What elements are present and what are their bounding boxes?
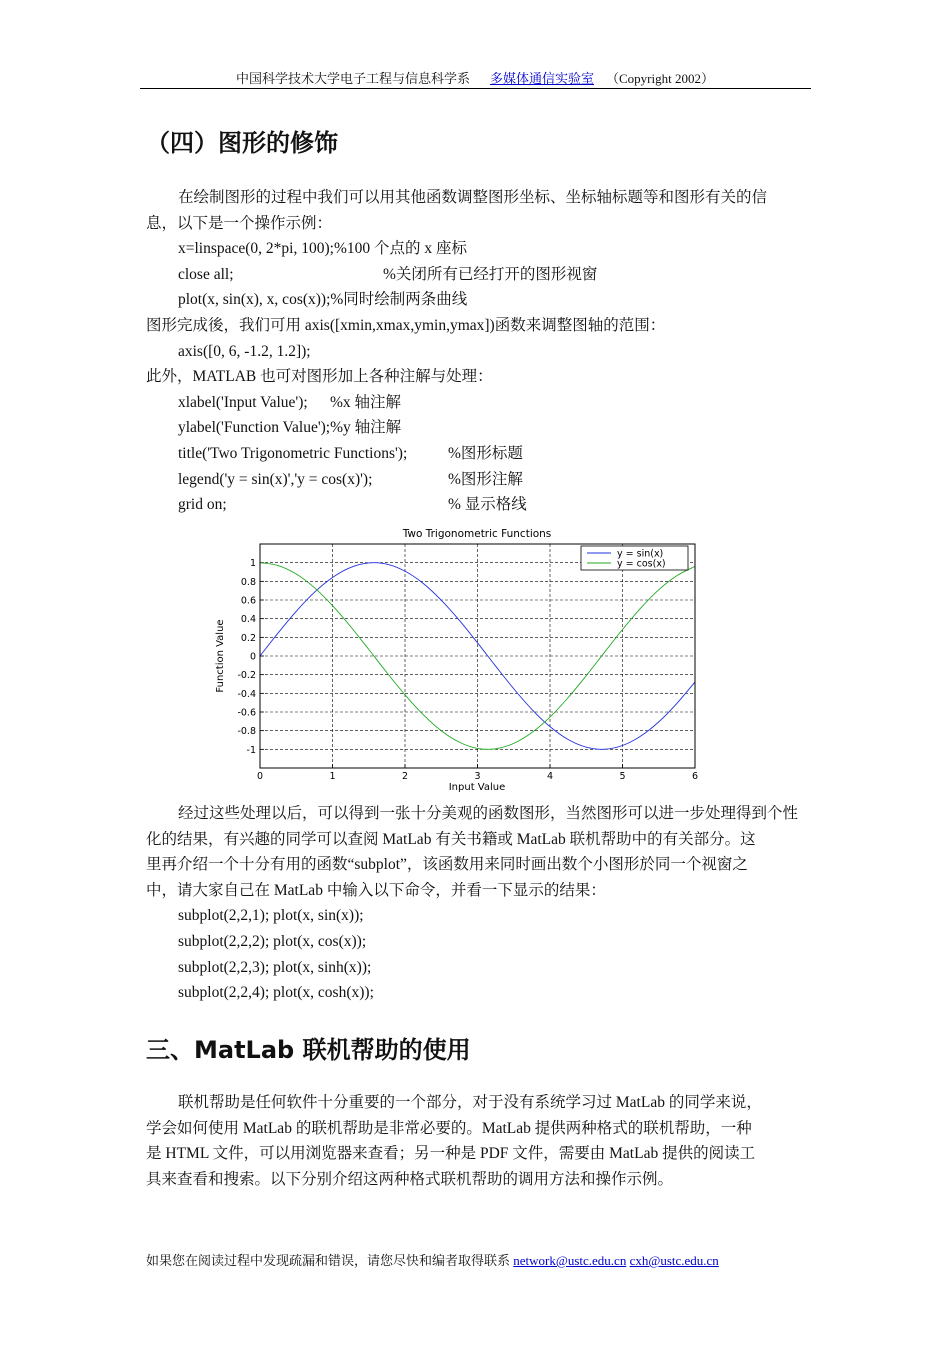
code-line: xlabel('Input Value'); %x 轴注解 [178,393,402,411]
code-line: legend('y = sin(x)','y = cos(x)'); %图形注解 [178,470,523,488]
body-line: 具来查看和搜索。以下分别介绍这两种格式联机帮助的调用方法和操作示例。 [146,1170,674,1188]
chart-y-tick-label: 0 [249,651,256,663]
code-line: axis([0, 6, -1.2, 1.2]); [178,342,311,360]
subplot-paragraph [146,801,810,1006]
code-line: subplot(2,2,2); plot(x, cos(x)); [178,932,367,950]
code-line: title('Two Trigonometric Functions'); %图形标题 [178,444,523,462]
chart-legend-label: y = sin(x) [617,548,664,560]
chart-x-tick-label: 0 [256,771,264,782]
chart-x-axis-label: Input Value [448,782,506,793]
code-line: ylabel('Function Value');%y 轴注解 [178,419,402,437]
footer-email-network[interactable]: network@ustc.edu.cn [513,1253,627,1268]
chart-y-tick-label: -0.8 [237,726,256,738]
chart-y-tick-label: -0.6 [237,707,256,719]
chart-y-tick-label: 0.6 [240,595,256,607]
section-title-decoration: （四）图形的修饰 [146,129,338,157]
code-line: grid on; % 显示格线 [178,496,527,514]
body-line: 中，请大家自己在 MatLab 中输入以下命令，并看一下显示的结果： [146,881,606,899]
intro-line: 在绘制图形的过程中我们可以用其他函数调整图形坐标、坐标轴标题等和图形有关的信 [178,189,768,206]
header-institution: 中国科学技术大学电子工程与信息科学系 [235,71,470,86]
chart-y-tick-label: 0.2 [240,632,256,644]
chart-x-tick-label: 5 [619,771,626,782]
chart-y-tick-label: 1 [249,558,256,570]
chart-title: Two Trigonometric Functions [402,528,552,540]
page-header [140,68,810,88]
code-line: subplot(2,2,3); plot(x, sinh(x)); [178,958,372,976]
header-lab-link[interactable]: 多媒体通信实验室 [490,71,595,86]
footer-email-cxh[interactable]: cxh@ustc.edu.cn [629,1253,719,1268]
chart-legend [581,546,688,570]
footer-text: 如果您在阅读过程中发现疏漏和错误，请您尽快和编者取得联系 [146,1253,511,1268]
trig-chart [180,522,710,796]
chart-x-tick-label: 6 [691,771,699,782]
chart-y-tick-label: -0.4 [237,688,256,700]
code-line: x=linspace(0, 2*pi, 100);%100 个点的 x 座标 [178,240,468,258]
code-line: close all; %关闭所有已经打开的图形视窗 [178,265,598,283]
chart-y-tick-label: 0.4 [240,614,256,626]
code-line: subplot(2,2,4); plot(x, cosh(x)); [178,984,374,1002]
trig-chart-svg [180,522,710,796]
chart-x-tick-label: 2 [401,771,409,782]
chart-y-tick-label: -1 [246,744,256,756]
body-line: 经过这些处理以后，可以得到一张十分美观的函数图形，当然图形可以进一步处理得到个性 [178,805,799,822]
chart-x-tick-label: 4 [546,771,554,782]
intro-paragraph [146,185,810,518]
chart-grid [260,544,695,768]
body-line: 化的结果，有兴趣的同学可以查阅 MatLab 有关书籍或 MatLab 联机帮助中的有关部分。这 [146,830,756,848]
header-copyright: （Copyright 2002） [606,71,714,86]
annotation-text: 此外，MATLAB 也可对图形加上各种注解与处理： [146,368,493,386]
axis-text: 图形完成後，我们可用 axis([xmin,xmax,ymin,ymax])函数来调整图轴的范围： [146,316,666,334]
header-rule [140,88,811,89]
body-line: 是 HTML 文件，可以用浏览器来查看；另一种是 PDF 文件，需要由 MatLab 提供的阅读工 [146,1145,756,1163]
chart-y-tick-label: -0.2 [237,670,256,682]
intro-line: 息，以下是一个操作示例： [146,214,333,232]
code-line: plot(x, sin(x), x, cos(x));%同时绘制两条曲线 [178,291,468,309]
section-title-online-help: 三、MatLab 联机帮助的使用 [146,1036,471,1064]
chart-y-axis-label: Function Value [215,619,226,693]
online-help-paragraph [146,1090,810,1192]
body-line: 学会如何使用 MatLab 的联机帮助是非常必要的。MatLab 提供两种格式的联机帮助，一种 [146,1119,752,1137]
chart-x-tick-label: 1 [329,771,336,782]
chart-ticks [237,558,698,782]
body-line: 里再介绍一个十分有用的函数“subplot”，该函数用来同时画出数个小图形於同一个视窗之 [146,856,748,874]
code-line: subplot(2,2,1); plot(x, sin(x)); [178,907,364,925]
chart-y-tick-label: 0.8 [240,576,256,588]
chart-legend-label: y = cos(x) [617,558,666,570]
body-line: 联机帮助是任何软件十分重要的一个部分，对于没有系统学习过 MatLab 的同学来说， [178,1094,762,1111]
page-footer [146,1250,719,1269]
chart-x-tick-label: 3 [474,771,481,782]
